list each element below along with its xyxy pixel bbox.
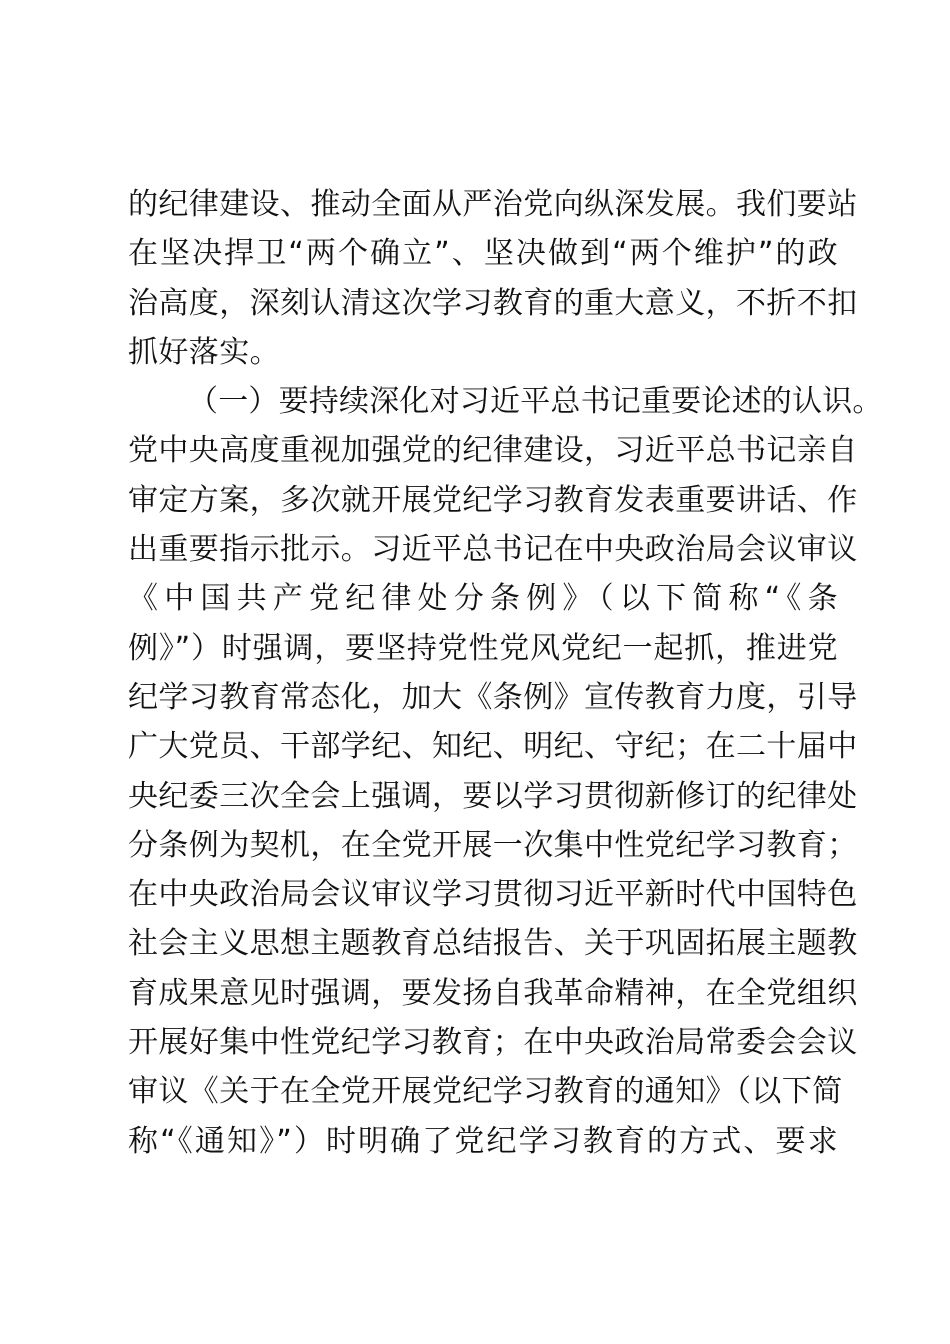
text-line: 社会主义思想主题教育总结报告、关于巩固拓展主题教 — [128, 926, 858, 962]
text-line: 出重要指示批示。习近平总书记在中央政治局会议审议 — [128, 532, 858, 568]
text-line: 的纪律建设、推动全面从严治党向纵深发展。我们要站 — [128, 187, 858, 222]
body-text — [128, 180, 883, 1166]
text-line: 抓好落实。 — [128, 334, 280, 370]
text-line: 治高度，深刻认清这次学习教育的重大意义，不折不扣 — [128, 285, 858, 321]
text-line: 例》”）时强调，要坚持党性党风党纪一起抓，推进党 — [128, 630, 838, 666]
text-line: 党中央高度重视加强党的纪律建设，习近平总书记亲自 — [128, 433, 858, 469]
text-line: 《中国共产党纪律处分条例》（以下简称“《条 — [128, 581, 838, 617]
text-line: 开展好集中性党纪学习教育；在中央政治局常委会会议 — [128, 1025, 858, 1061]
text-line: 称“《通知》”）时明确了党纪学习教育的方式、要求 — [128, 1123, 838, 1159]
text-line: 纪学习教育常态化，加大《条例》宣传教育力度，引导 — [128, 679, 858, 715]
text-line: 审定方案，多次就开展党纪学习教育发表重要讲话、作 — [128, 482, 858, 518]
text-line: 广大党员、干部学纪、知纪、明纪、守纪；在二十届中 — [128, 729, 858, 765]
text-line: 育成果意见时强调，要发扬自我革命精神，在全党组织 — [128, 975, 858, 1011]
text-line: 央纪委三次全会上强调，要以学习贯彻新修订的纪律处 — [128, 778, 858, 814]
text-line: 审议《关于在全党开展党纪学习教育的通知》（以下简 — [128, 1074, 843, 1110]
section-heading: （一）要持续深化对习近平总书记重要论述的认识。 — [188, 384, 883, 420]
text-line: 在坚决捍卫“两个确立”、坚决做到“两个维护”的政 — [128, 236, 838, 272]
text-line: 在中央政治局会议审议学习贯彻习近平新时代中国特色 — [128, 877, 858, 913]
text-line: 分条例为契机，在全党开展一次集中性党纪学习教育； — [128, 827, 858, 863]
